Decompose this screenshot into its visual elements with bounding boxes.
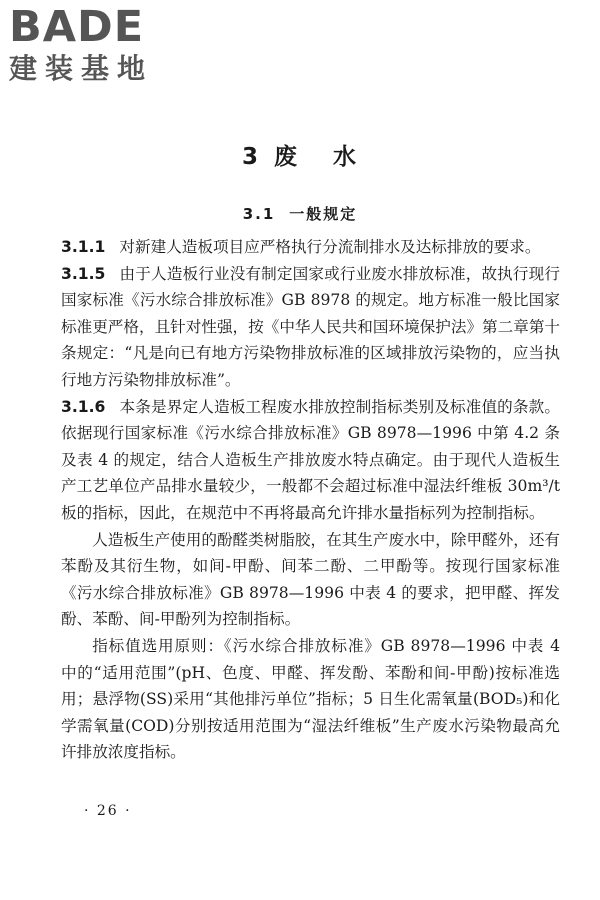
section-title-text: 一般规定 (289, 205, 358, 223)
body-paragraph: 指标值选用原则：《污水综合排放标准》GB 8978—1996 中表 4 中的“适用范围”(pH、色度、甲醛、挥发酚、苯酚和间-甲酚)按标准选用；悬浮物(SS)采用“其他排污单位”指标；5 日生化需氧量(BOD₅)和化学需氧量(COD)分别按适用范围为“湿法纤维板”生产废水污染物最高允许排放浓度指标。 (61, 636, 560, 762)
clause-number: 3.1.5 (61, 264, 106, 283)
section-title (0, 203, 600, 224)
section-number: 3.1 (242, 205, 276, 223)
clause-text: 由于人造板行业没有制定国家或行业废水排放标准，故执行现行国家标准《污水综合排放标准》GB 8978 的规定。地方标准一般比国家标准更严格，且针对性强，按《中华人民共和国环境保护法》第二章第十条规定：“凡是向已有地方污染物排放标准的区域排放污染物的，应当执行地方污染物排放标准”。 (61, 264, 561, 389)
chapter-title (0, 138, 600, 171)
bade-logo (9, 4, 179, 92)
body-paragraph: 人造板生产使用的酚醛类树脂胶，在其生产废水中，除甲醛外，还有苯酚及其衍生物，如间-甲酚、间苯二酚、二甲酚等。按现行国家标准《污水综合排放标准》GB 8978—1996 中表 4 的要求，把甲醛、挥发酚、苯酚、间-甲酚列为控制指标。 (61, 530, 561, 629)
chapter-number: 3 (241, 144, 260, 170)
chapter-title-word-1: 废 (274, 144, 299, 170)
clause-text: 本条是界定人造板工程废水排放控制指标类别及标准值的条款。依据现行国家标准《污水综合排放标准》GB 8978—1996 中第 4.2 条及表 4 的规定，结合人造板生产排放废水特点确定。由于现代人造板生产工艺单位产品排水量较少，一般都不会超过标准中湿法纤维板 30m³/t 板的指标，因此，在规范中不再将最高允许排水量指标列为控制指标。 (61, 397, 560, 522)
clause-number: 3.1.6 (61, 397, 106, 416)
logo-wordmark: BADE (9, 2, 145, 52)
clause-text: 对新建人造板项目应严格执行分流制排水及达标排放的要求。 (119, 238, 541, 256)
document-body (61, 234, 560, 766)
clause-3-1-5 (61, 261, 560, 394)
chapter-title-word-2: 水 (333, 144, 358, 170)
clause-number: 3.1.1 (61, 238, 106, 256)
page-number: · 26 · (84, 803, 132, 819)
clause-3-1-6 (61, 394, 560, 527)
logo-subtitle: 建装基地 (9, 52, 154, 85)
clause-3-1-1 (61, 234, 560, 261)
